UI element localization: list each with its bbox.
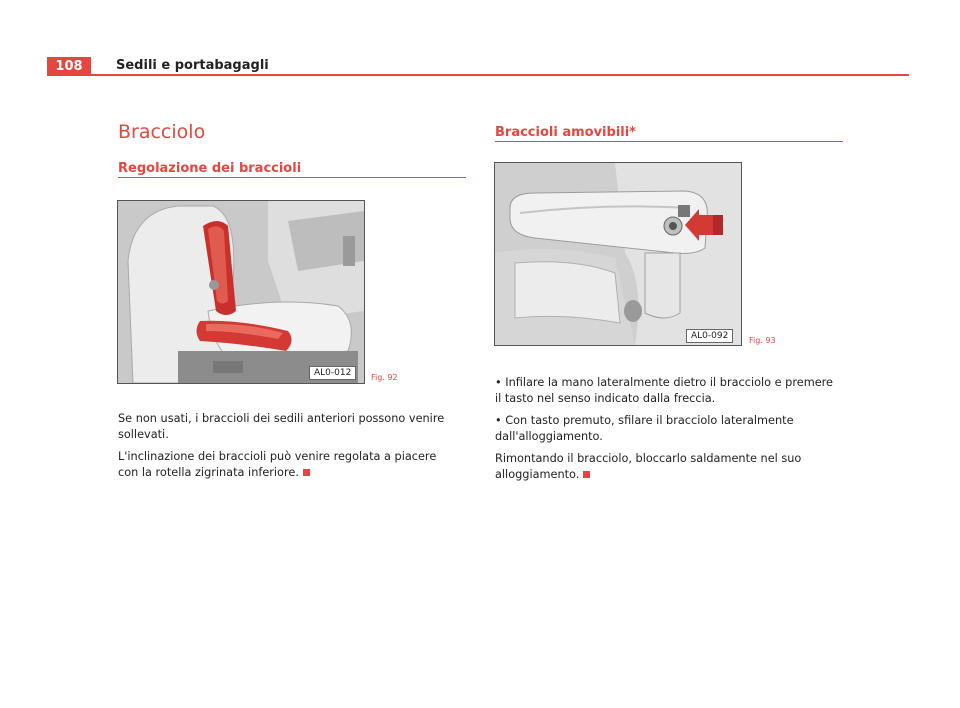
seat-armrest-illustration: [118, 201, 364, 383]
paragraph: • Con tasto premuto, sfilare il bracciolo lateralmente dall'alloggiamento.: [495, 414, 794, 443]
end-of-section-marker-icon: [583, 471, 590, 478]
figure-armrest-adjust: [117, 200, 365, 384]
left-subheading: Regolazione dei braccioli: [118, 161, 302, 176]
paragraph-text: Rimontando il bracciolo, bloccarlo saldamente nel suo alloggiamento.: [495, 452, 802, 481]
figure-code-label: AL0-092: [686, 329, 733, 343]
header-rule: [47, 74, 909, 76]
figure-caption: Fig. 93: [749, 336, 776, 345]
section-heading: Bracciolo: [118, 121, 206, 143]
paragraph: [495, 451, 835, 483]
figure-removable-armrest: [494, 162, 742, 346]
figure-caption: Fig. 92: [371, 373, 398, 382]
right-body-text: [495, 375, 835, 489]
figure-code-label: AL0-012: [309, 366, 356, 380]
left-body-text: [118, 411, 448, 487]
page-number: 108: [47, 57, 91, 76]
end-of-section-marker-icon: [303, 469, 310, 476]
left-subheading-rule: [118, 177, 466, 178]
paragraph-text: L'inclinazione dei braccioli può venire regolata a piacere con la rotella zigrinata inferiore.: [118, 450, 437, 479]
removable-armrest-illustration: [495, 163, 741, 345]
paragraph: [118, 449, 448, 481]
running-header-title: Sedili e portabagagli: [116, 58, 269, 73]
right-subheading: Braccioli amovibili*: [495, 125, 636, 140]
right-subheading-rule: [495, 141, 843, 142]
paragraph: Se non usati, i braccioli dei sedili anteriori possono venire sollevati.: [118, 412, 445, 441]
paragraph: • Infilare la mano lateralmente dietro il bracciolo e premere il tasto nel senso indicato dalla freccia.: [495, 376, 834, 405]
